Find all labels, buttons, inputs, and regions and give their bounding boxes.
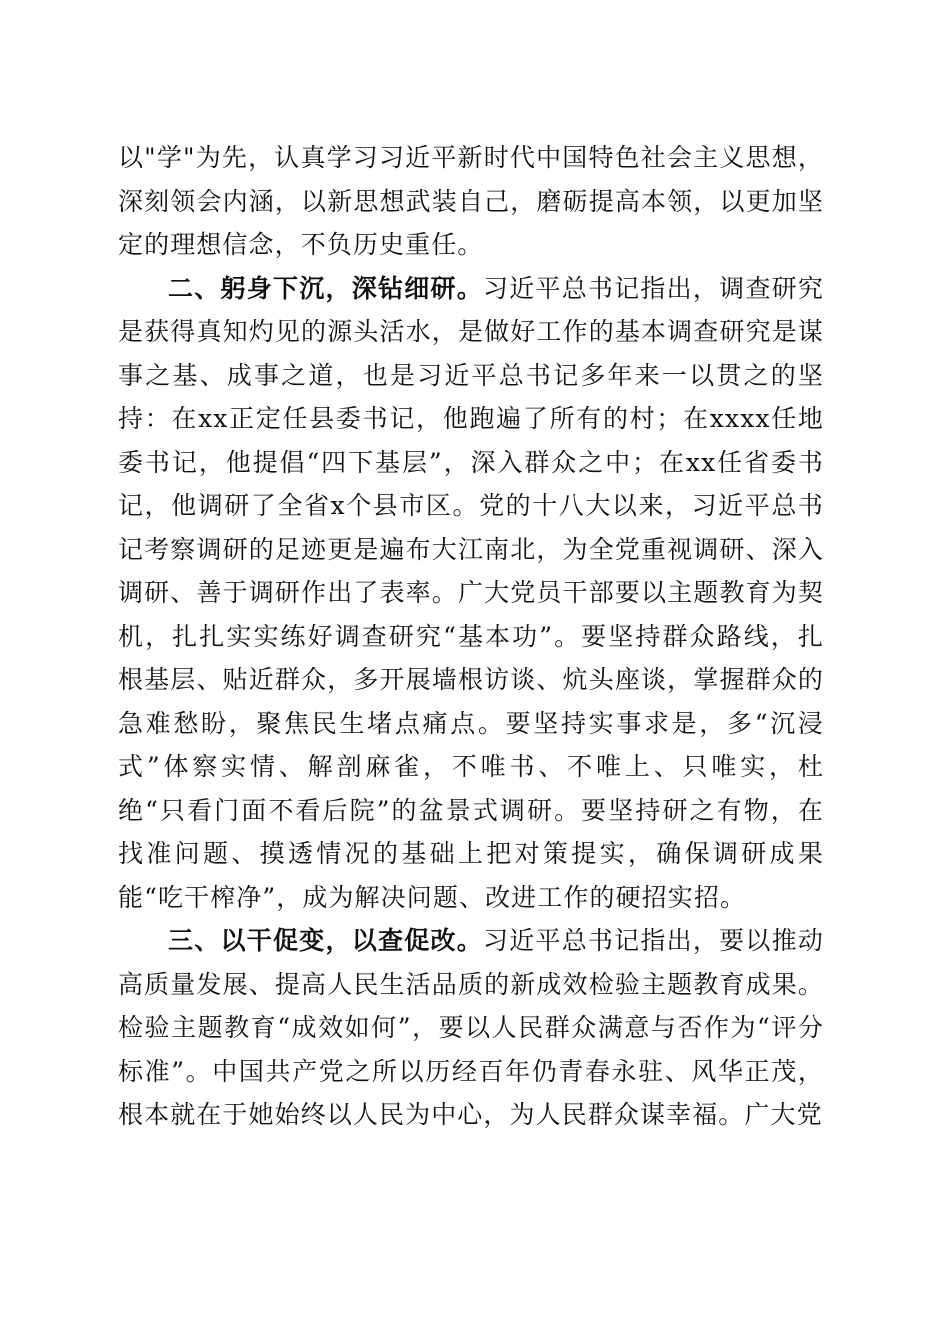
paragraph-3 — [118, 919, 824, 1137]
paragraph-3-text: 习近平总书记指出，要以推动高质量发展、提高人民生活品质的新成效检验主题教育成果。检验主题教育“成效如何”，要以人民群众满意与否作为“评分标准”。中国共产党之所以历经百年仍青春永驻、风华正茂，根本就在于她始终以人民为中心，为人民群众谋幸福。广大党 — [118, 926, 824, 1129]
document-body — [118, 136, 824, 1137]
paragraph-1-text: 以"学"为先，认真学习习近平新时代中国特色社会主义思想，深刻领会内涵，以新思想武装自己，磨砺提高本领，以更加坚定的理想信念，不负历史重任。 — [118, 143, 824, 259]
paragraph-2 — [118, 267, 824, 920]
paragraph-2-text: 习近平总书记指出，调查研究是获得真知灼见的源头活水，是做好工作的基本调查研究是谋事之基、成事之道，也是习近平总书记多年来一以贯之的坚持：在xx正定任县委书记，他跑遍了所有的村；在xxxx任地委书记，他提倡“四下基层”，深入群众之中；在xx任省委书记，他调研了全省x个县市区。党的十八大以来，习近平总书记考察调研的足迹更是遍布大江南北，为全党重视调研、深入调研、善于调研作出了表率。广大党员干部要以主题教育为契机，扎扎实实练好调查研究“基本功”。要坚持群众路线，扎根基层、贴近群众，多开展墙根访谈、炕头座谈，掌握群众的急难愁盼，聚焦民生堵点痛点。要坚持实事求是，多“沉浸式”体察实情、解剖麻雀，不唯书、不唯上、只唯实，杜绝“只看门面不看后院”的盆景式调研。要坚持研之有物，在找准问题、摸透情况的基础上把对策提实，确保调研成果能“吃干榨净”，成为解决问题、改进工作的硬招实招。 — [118, 273, 824, 912]
paragraph-1 — [118, 136, 824, 267]
section-heading-2: 二、躬身下沉，深钻细研。 — [168, 273, 483, 303]
section-heading-3: 三、以干促变，以查促改。 — [168, 926, 483, 955]
